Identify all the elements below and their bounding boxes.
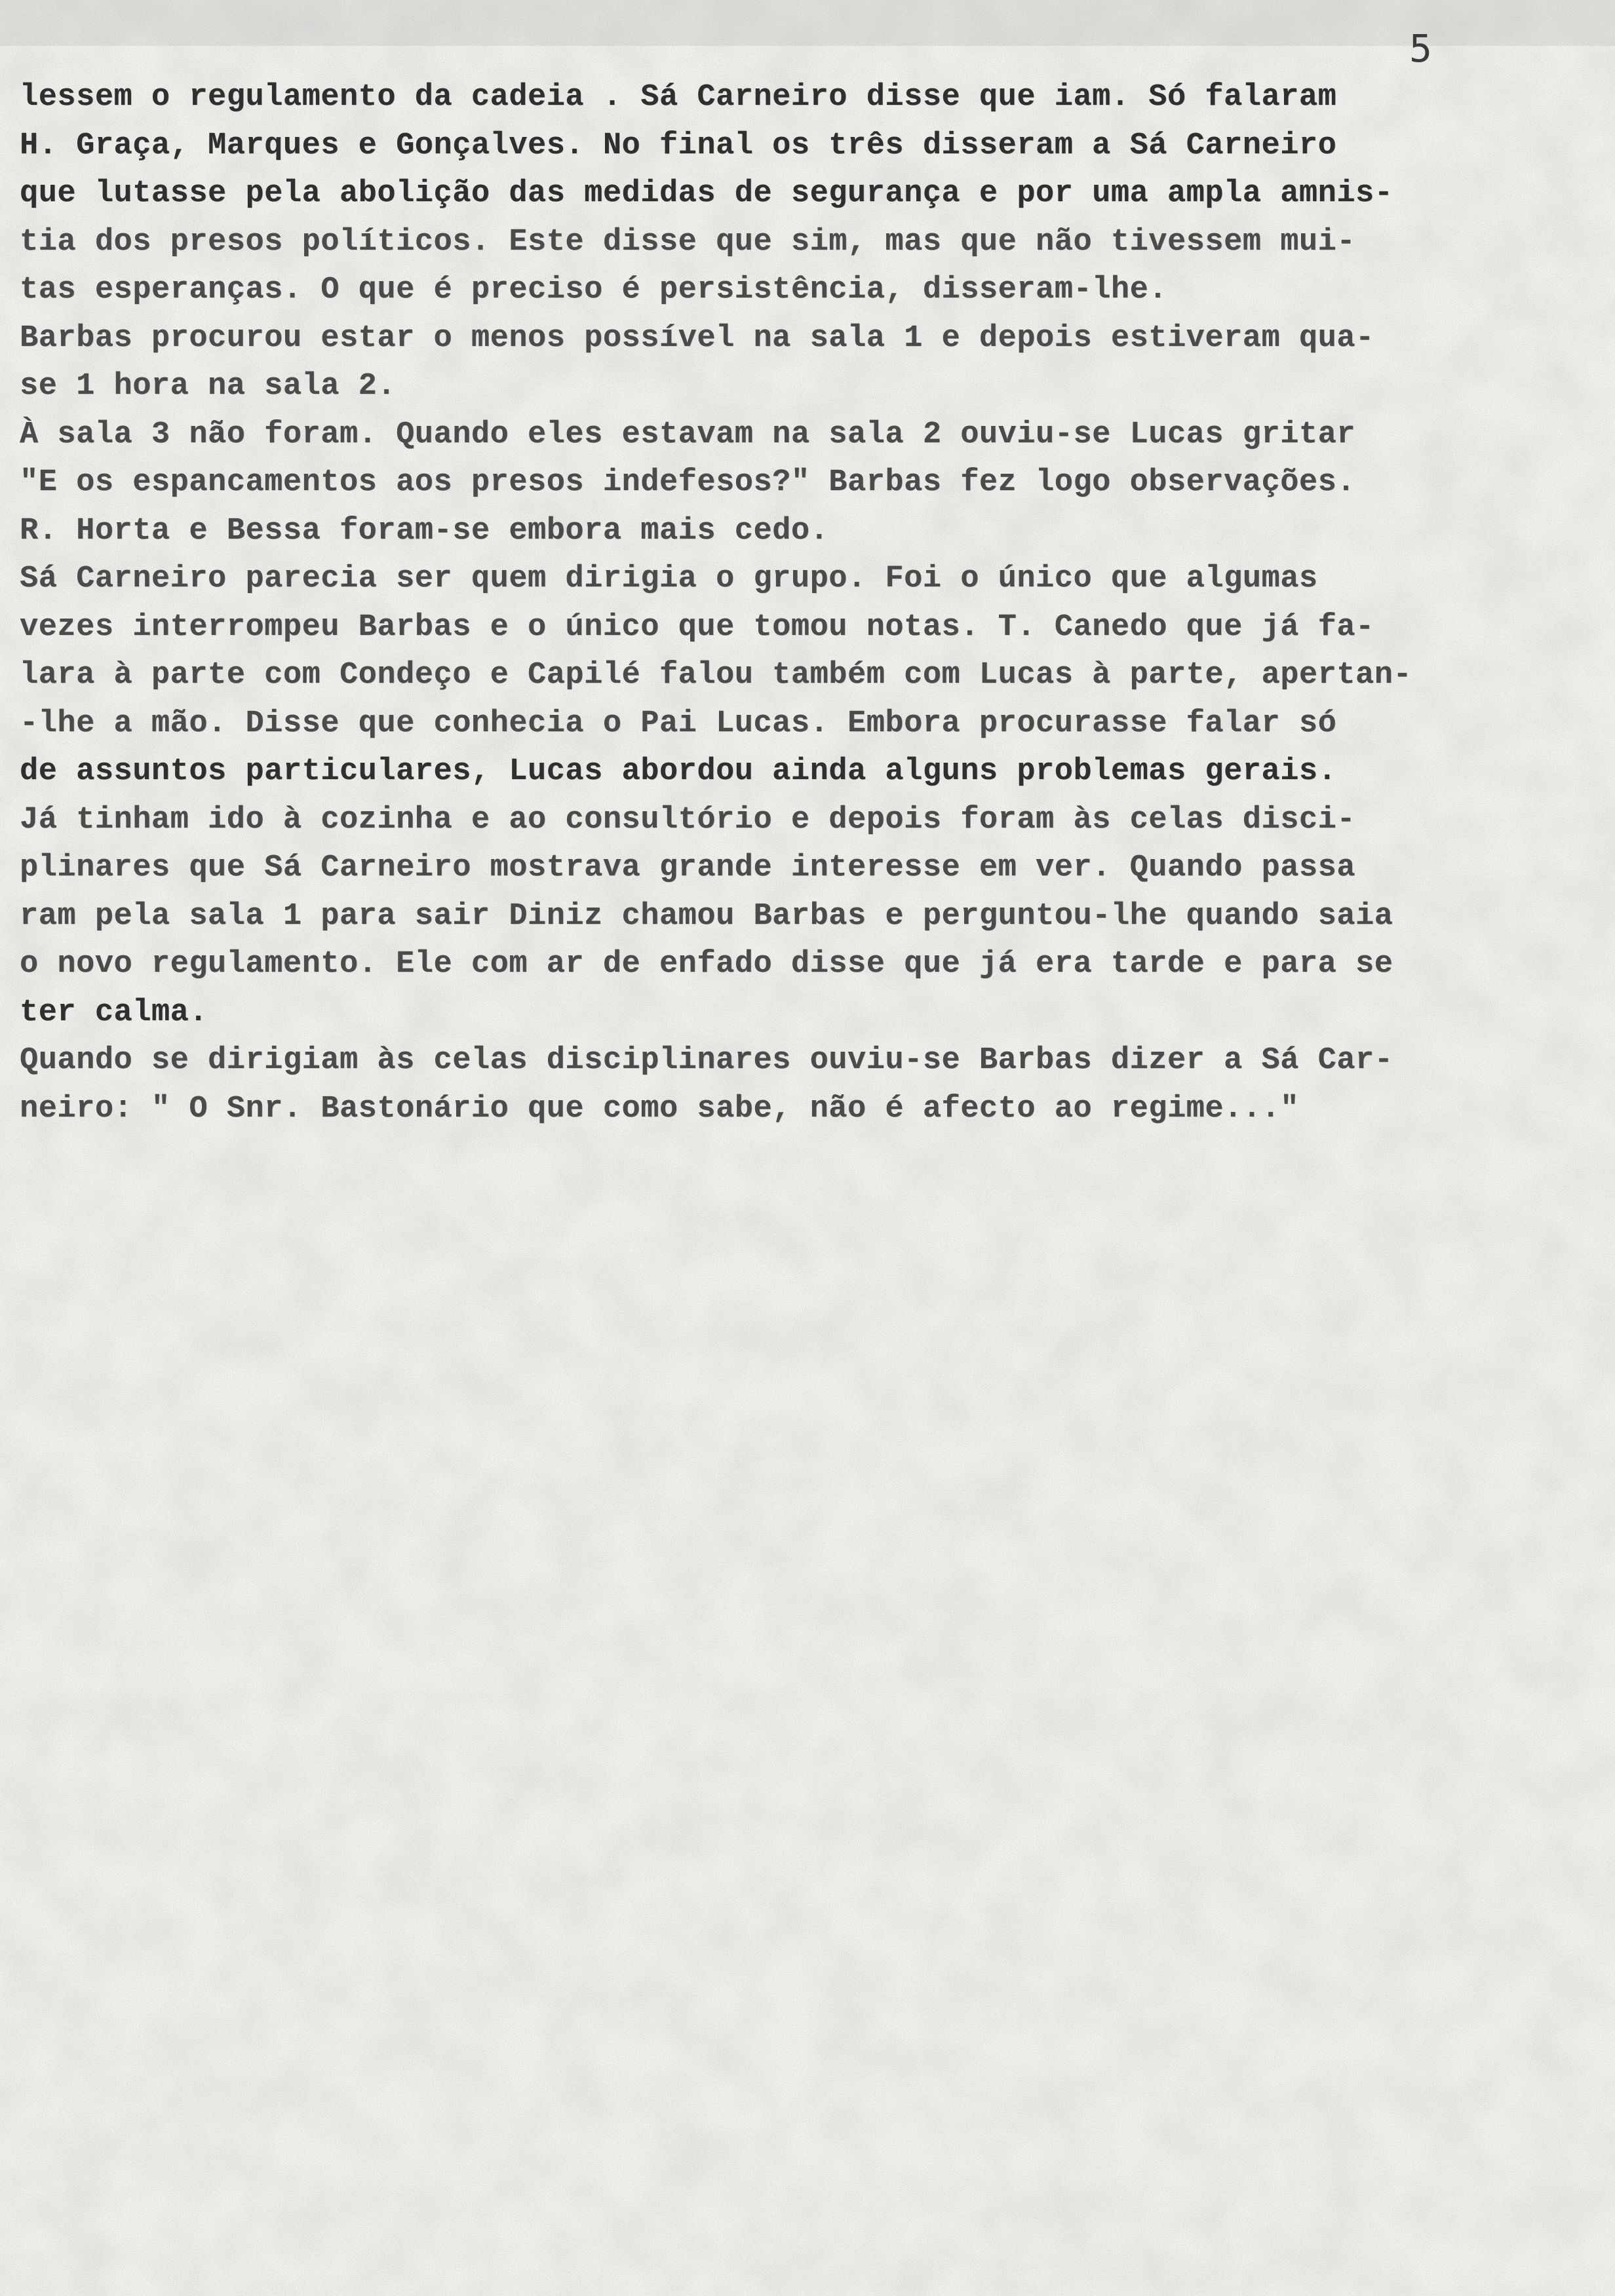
text-line: ram pela sala 1 para sair Diniz chamou Barbas e perguntou-lhe quando saia: [20, 892, 1573, 941]
text-line: que lutasse pela abolição das medidas de segurança e por uma ampla amnis-: [20, 170, 1573, 218]
text-line: neiro: " O Snr. Bastonário que como sabe, não é afecto ao regime...": [20, 1085, 1573, 1134]
text-line: vezes interrompeu Barbas e o único que tomou notas. T. Canedo que já fa-: [20, 603, 1573, 652]
page-number: 5: [1409, 26, 1432, 71]
text-line: À sala 3 não foram. Quando eles estavam na sala 2 ouviu-se Lucas gritar: [20, 411, 1573, 459]
text-line: Quando se dirigiam às celas disciplinares ouviu-se Barbas dizer a Sá Car-: [20, 1037, 1573, 1085]
text-line: tia dos presos políticos. Este disse que sim, mas que não tivessem mui-: [20, 218, 1573, 267]
text-line: se 1 hora na sala 2.: [20, 362, 1573, 411]
text-line: Já tinham ido à cozinha e ao consultório e depois foram às celas disci-: [20, 796, 1573, 845]
text-line: -lhe a mão. Disse que conhecia o Pai Lucas. Embora procurasse falar só: [20, 700, 1573, 748]
text-line: plinares que Sá Carneiro mostrava grande interesse em ver. Quando passa: [20, 844, 1573, 892]
text-line: ter calma.: [20, 989, 1573, 1037]
text-line: lessem o regulamento da cadeia . Sá Carneiro disse que iam. Só falaram: [20, 73, 1573, 122]
text-line: lara à parte com Condeço e Capilé falou também com Lucas à parte, apertan-: [20, 651, 1573, 700]
text-line: "E os espancamentos aos presos indefesos?" Barbas fez logo observações.: [20, 459, 1573, 507]
text-line: tas esperanças. O que é preciso é persistência, disseram-lhe.: [20, 266, 1573, 315]
text-line: Barbas procurou estar o menos possível na sala 1 e depois estiveram qua-: [20, 315, 1573, 363]
text-line: o novo regulamento. Ele com ar de enfado disse que já era tarde e para se: [20, 940, 1573, 989]
text-line: R. Horta e Bessa foram-se embora mais cedo.: [20, 507, 1573, 556]
text-line: de assuntos particulares, Lucas abordou ainda alguns problemas gerais.: [20, 748, 1573, 796]
text-line: Sá Carneiro parecia ser quem dirigia o grupo. Foi o único que algumas: [20, 555, 1573, 603]
text-line: H. Graça, Marques e Gonçalves. No final os três disseram a Sá Carneiro: [20, 122, 1573, 170]
